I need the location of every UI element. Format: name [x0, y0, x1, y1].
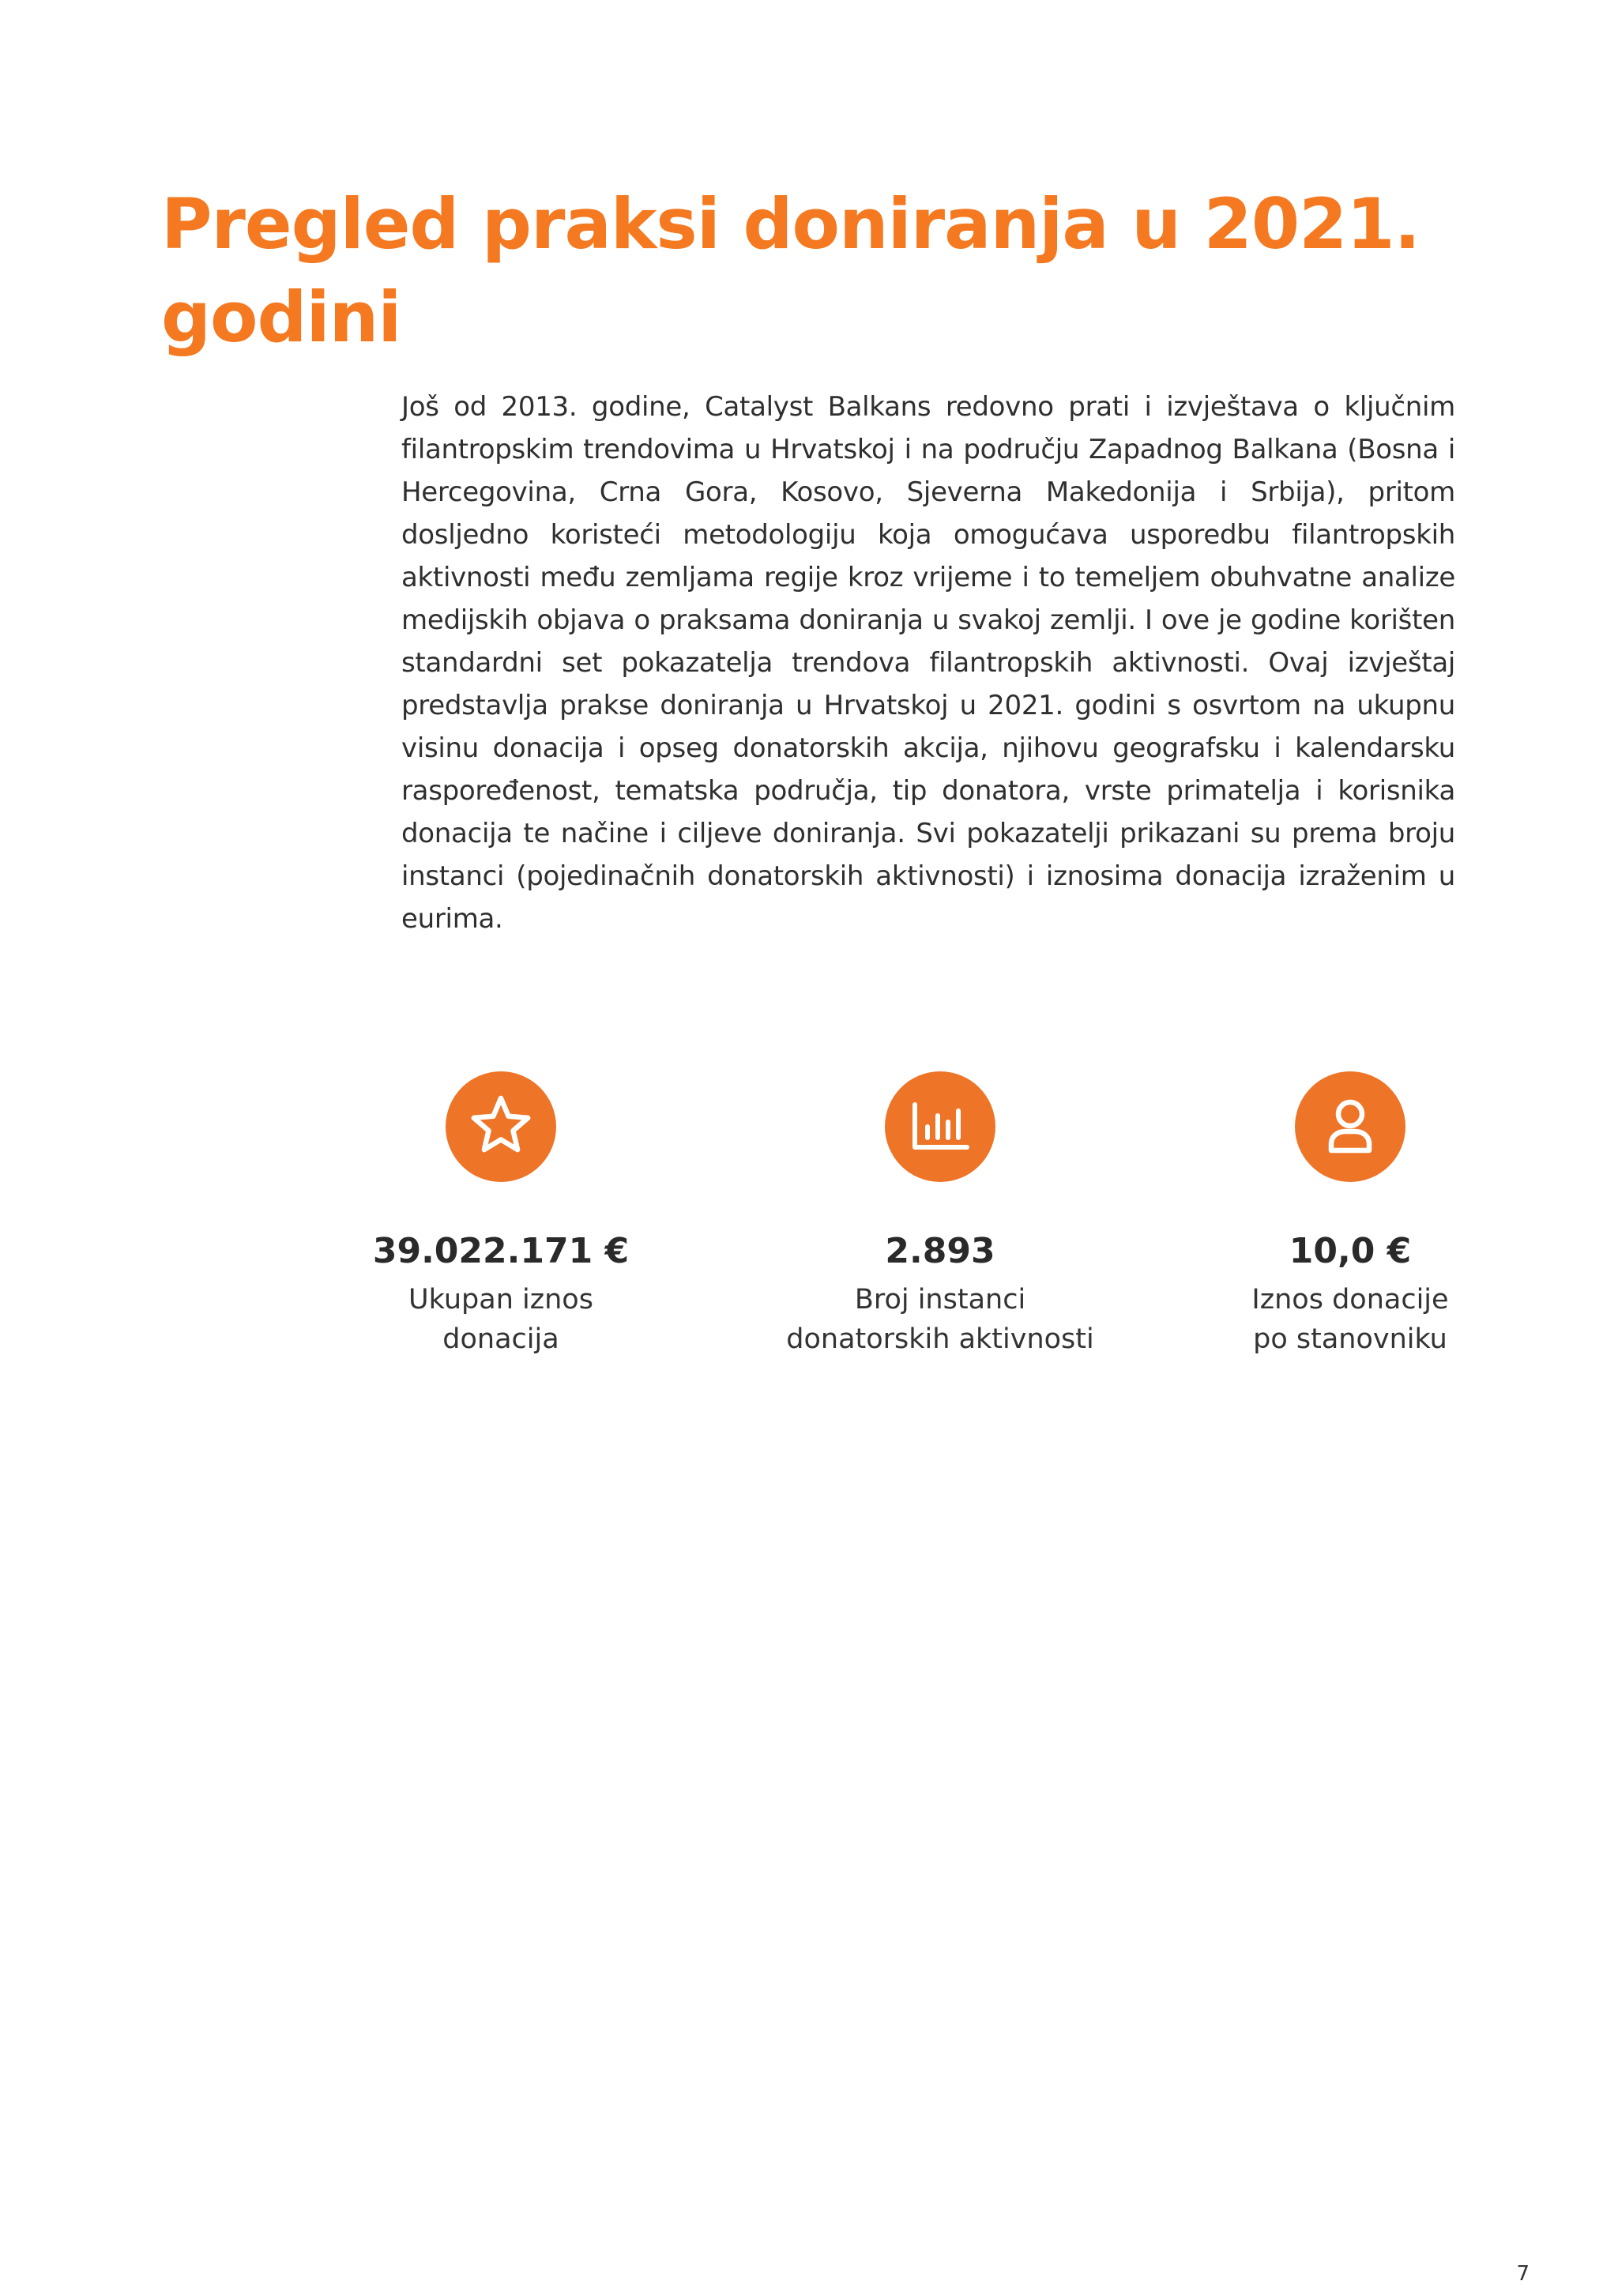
stat-label-line: Ukupan iznos	[408, 1284, 593, 1315]
star-icon	[446, 1071, 556, 1182]
stat-value: 10,0 €	[1289, 1231, 1412, 1271]
intro-paragraph: Još od 2013. godine, Catalyst Balkans redovno prati i izvještava o ključnim filantropskim trendovima u Hrvatskoj i na području Zapadnog Balkana (Bosna i Hercegovina, Crna Gora, Kosovo, Sjeverna Makedonija i Srbija), pritom dosljedno koristeći metodologiju koja omogućava usporedbu filantropskih aktivnosti među zemljama regije kroz vrijeme i to temeljem obuhvatne analize medijskih objava o praksama doniranja u svakoj zemlji. I ove je godine korišten standardni set pokazatelja trendova filantropskih aktivnosti. Ovaj izvještaj predstavlja prakse doniranja u Hrvatskoj u 2021. godini s osvrtom na ukupnu visinu donacija i opseg donatorskih akcija, njihovu geografsku i kalendarsku raspoređenost, tematska područja, tip donatora, vrste primatelja i korisnika donacija te načine i ciljeve doniranja. Svi pokazatelji prikazani su prema broju instanci (pojedinačnih donatorskih aktivnosti) i iznosima donacija izraženim u eurima.	[401, 391, 1455, 935]
stat-label	[735, 1280, 1146, 1359]
user-icon	[1295, 1071, 1405, 1182]
page-number: 7	[1516, 2262, 1530, 2286]
stat-per-capita	[1145, 1071, 1556, 1359]
stat-instances	[735, 1071, 1146, 1359]
stat-label	[1145, 1280, 1556, 1359]
stat-label	[295, 1280, 706, 1359]
stat-total-donations	[295, 1071, 706, 1359]
stat-label-line: donatorskih aktivnosti	[786, 1323, 1094, 1355]
stat-label-line: donacija	[442, 1323, 559, 1355]
stat-value: 2.893	[885, 1231, 995, 1271]
bar-chart-icon	[885, 1071, 995, 1182]
stat-label-line: po stanovniku	[1253, 1323, 1447, 1355]
stat-value: 39.022.171 €	[372, 1231, 630, 1271]
stat-label-line: Iznos donacije	[1251, 1284, 1449, 1315]
page-title: Pregled praksi doniranja u 2021. godini	[161, 183, 1420, 358]
stat-label-line: Broj instanci	[854, 1284, 1026, 1315]
